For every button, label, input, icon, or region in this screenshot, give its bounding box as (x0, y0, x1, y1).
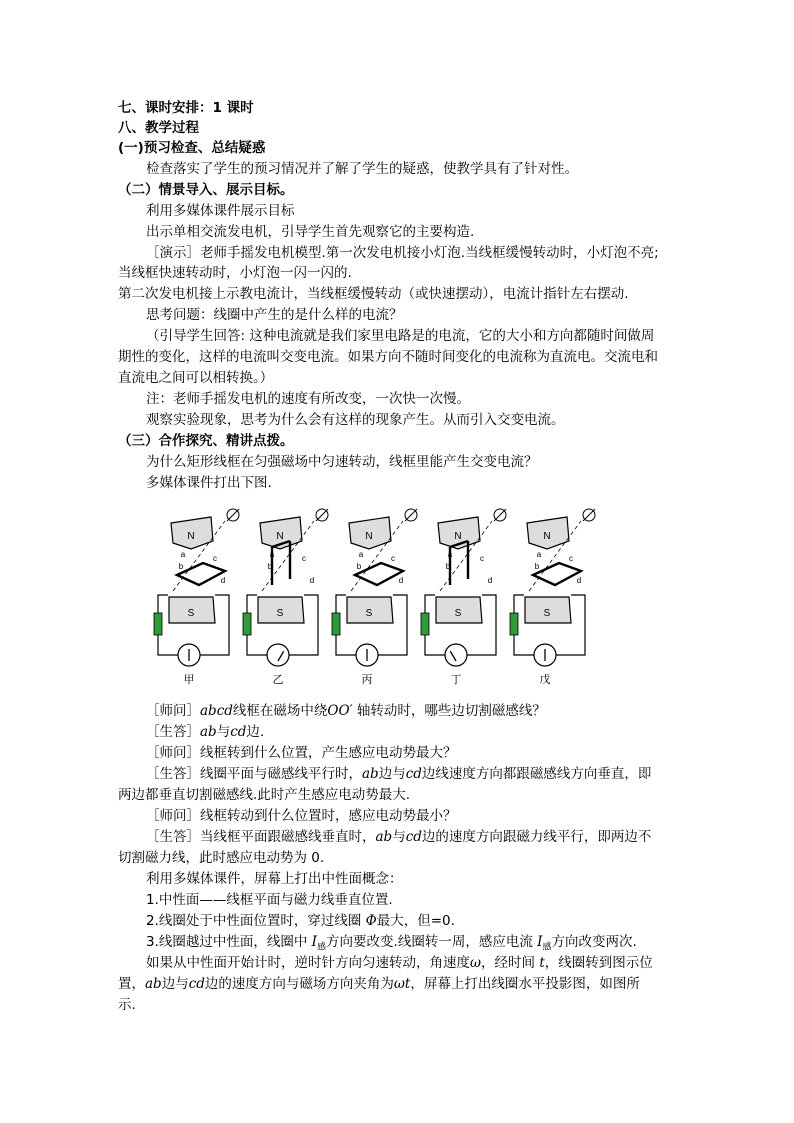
paragraph: 两边都垂直切割磁感线.此时产生感应电动势最大. (118, 787, 411, 803)
figure-panel (154, 509, 239, 686)
text: 方向改变两次. (551, 934, 637, 950)
var: ω (470, 955, 482, 971)
text: 线框转到什么位置，产生感应电动势最大？ (200, 745, 457, 761)
text: 3.线圈越过中性面，线圈中 (146, 934, 312, 950)
text: 线框在磁场中绕 (232, 703, 328, 719)
text: 边的速度方向跟磁力线平行，即两边不 (421, 829, 652, 845)
pole-label: S (276, 608, 284, 619)
paragraph: （引导学生回答: 这种电流就是我们家里电路是的电流，它的大小和方向都随时间做周 (146, 328, 655, 344)
corner-label: a (536, 550, 542, 559)
resistor (510, 613, 518, 635)
teacher-question (146, 807, 457, 825)
resistor (154, 613, 162, 635)
corner-label: c (480, 554, 484, 563)
var: cd (188, 976, 205, 992)
pole-label: N (454, 531, 462, 542)
text: 与 (392, 829, 406, 845)
pole-label: S (543, 608, 551, 619)
tag: ［师问］ (146, 808, 200, 824)
panel-label: 戊 (539, 674, 551, 686)
paragraph: 期性的变化，这样的电流叫交变电流。如果方向不随时间变化的电流称为直流电。交流电和 (118, 349, 658, 365)
subscript: 感 (317, 942, 327, 953)
pole-label: N (276, 531, 284, 542)
galvanometer (267, 644, 289, 666)
paragraph (146, 954, 653, 972)
pole-label: S (187, 608, 195, 619)
panel-label: 丙 (361, 674, 373, 686)
text: 边的速度方向与磁场方向夹角为 (204, 976, 394, 992)
text: 边. (246, 724, 265, 740)
var: Φ (365, 913, 377, 929)
text: 2.线圈处于中性面位置时，穿过线圈 (146, 913, 366, 929)
text: 置， (118, 976, 145, 992)
text: 线框转动到什么位置时，感应电动势最小？ (200, 808, 457, 824)
var: ab (375, 829, 393, 845)
section-preview: (一)预习检查、总结疑惑 (118, 140, 266, 156)
pole-label: N (365, 531, 373, 542)
panel-label: 乙 (272, 674, 284, 686)
corner-label: a (269, 550, 275, 559)
corner-label: a (358, 550, 364, 559)
pole-label: S (365, 608, 373, 619)
student-answer (146, 765, 651, 783)
text: 方向要改变.线圈转一周，感应电流 (326, 934, 538, 950)
var: ab (362, 766, 379, 782)
corner-label: d (309, 576, 315, 585)
tag: ［师问］ (146, 745, 200, 761)
text: 当线框平面跟磁感线垂直时， (200, 829, 376, 845)
coil-loop (355, 563, 403, 585)
text: 边与 (378, 766, 406, 782)
text: 边与 (161, 976, 189, 992)
figure-panel (332, 509, 417, 686)
text: 线圈平面与磁感线平行时， (200, 766, 362, 782)
var: cd (405, 766, 422, 782)
paragraph: 检查落实了学生的预习情况并了解了学生的疑惑，使教学具有了针对性。 (146, 161, 578, 177)
var: I (537, 934, 543, 950)
paragraph: 利用多媒体课件，屏幕上打出中性面概念： (146, 871, 403, 887)
figure-panel (421, 509, 506, 686)
corner-label: d (220, 576, 226, 585)
resistor (243, 613, 251, 635)
list-item (146, 912, 455, 930)
text: ，经时间 (481, 955, 540, 971)
heading-process: 八、教学过程 (118, 120, 199, 136)
tag: ［师问］ (146, 703, 200, 719)
paragraph: 直流电之间可以相转换。） (118, 370, 274, 386)
paragraph: 示. (118, 997, 136, 1013)
student-answer (146, 723, 264, 741)
paragraph: 利用多媒体课件展示目标 (146, 203, 295, 219)
paragraph: 当线框快速转动时，小灯泡一闪一闪的. (118, 265, 352, 281)
paragraph: 切割磁力线，此时感应电动势为 0. (118, 850, 325, 866)
var: cd (405, 829, 422, 845)
teacher-question (146, 702, 546, 720)
galvanometer (445, 644, 467, 666)
corner-label: d (398, 576, 404, 585)
text: 轴转动时，哪些边切割磁感线？ (352, 703, 546, 719)
pole-label: N (543, 531, 551, 542)
corner-label: b (534, 562, 540, 571)
list-item: 1.中性面——线框平面与磁力线垂直位置. (146, 892, 393, 908)
coil-loop (533, 563, 581, 585)
heading-schedule: 七、课时安排：1 课时 (118, 100, 254, 116)
var: ab (145, 976, 162, 992)
corner-label: c (302, 554, 306, 563)
student-answer (146, 828, 651, 846)
subscript: 感 (542, 942, 552, 953)
figure-panel (510, 509, 595, 686)
corner-label: b (267, 562, 273, 571)
tag: ［生答］ (146, 724, 200, 740)
var: cd (230, 724, 247, 740)
resistor (332, 613, 340, 635)
var: ab (200, 724, 217, 740)
pole-label: N (187, 531, 195, 542)
text: ，线圈转到图示位 (544, 955, 653, 971)
paragraph: 第二次发电机接上示教电流计，当线框缓慢转动（或快速摆动），电流计指针左右摆动. (118, 286, 629, 302)
var: ωt (393, 976, 411, 992)
text: 与 (216, 724, 231, 740)
corner-label: b (356, 562, 362, 571)
var: abcd (200, 703, 233, 719)
var: I (311, 934, 318, 950)
paragraph: 思考问题：线圈中产生的是什么样的电流？ (146, 307, 403, 323)
text: ，屏幕上打出线圈水平投影图，如图所 (410, 976, 640, 992)
corner-label: c (391, 554, 395, 563)
figure-panel (243, 509, 328, 686)
pole-label: S (454, 608, 462, 619)
tag: ［生答］ (146, 829, 200, 845)
corner-label: d (487, 576, 493, 585)
section-intro: （二）情景导入、展示目标。 (118, 182, 294, 198)
paragraph: 注：老师手摇发电机的速度有所改变，一次快一次慢。 (146, 391, 470, 407)
var: OO′ (327, 703, 353, 719)
paragraph: 出示单相交流发电机，引导学生首先观察它的主要构造. (146, 224, 475, 240)
paragraph (118, 975, 640, 993)
text: 最大，但=0. (376, 913, 455, 929)
panel-label: 丁 (450, 674, 462, 686)
paragraph: 为什么矩形线框在匀强磁场中匀速转动，线框里能产生交变电流？ (146, 454, 538, 470)
paragraph: 多媒体课件打出下图. (146, 475, 272, 491)
corner-label: b (178, 562, 184, 571)
coil-loop (177, 563, 225, 585)
text: 如果从中性面开始计时，逆时针方向匀速转动，角速度 (146, 955, 470, 971)
corner-label: a (447, 550, 453, 559)
section-explore: （三）合作探究、精讲点拨。 (118, 433, 294, 449)
paragraph: ［演示］老师手摇发电机模型.第一次发电机接小灯泡.当线框缓慢转动时，小灯泡不亮; (146, 245, 659, 261)
tag: ［生答］ (146, 766, 200, 782)
corner-label: b (445, 562, 451, 571)
corner-label: a (180, 550, 186, 559)
var: t (539, 955, 545, 971)
resistor (421, 613, 429, 635)
teacher-question (146, 744, 457, 762)
corner-label: d (576, 576, 582, 585)
generator-figure (145, 505, 600, 690)
panel-label: 甲 (183, 674, 195, 686)
corner-label: c (213, 554, 217, 563)
paragraph: 观察实验现象，思考为什么会有这样的现象产生。从而引入交变电流。 (146, 412, 565, 428)
corner-label: c (569, 554, 573, 563)
text: 边线速度方向都跟磁感线方向垂直，即 (421, 766, 652, 782)
